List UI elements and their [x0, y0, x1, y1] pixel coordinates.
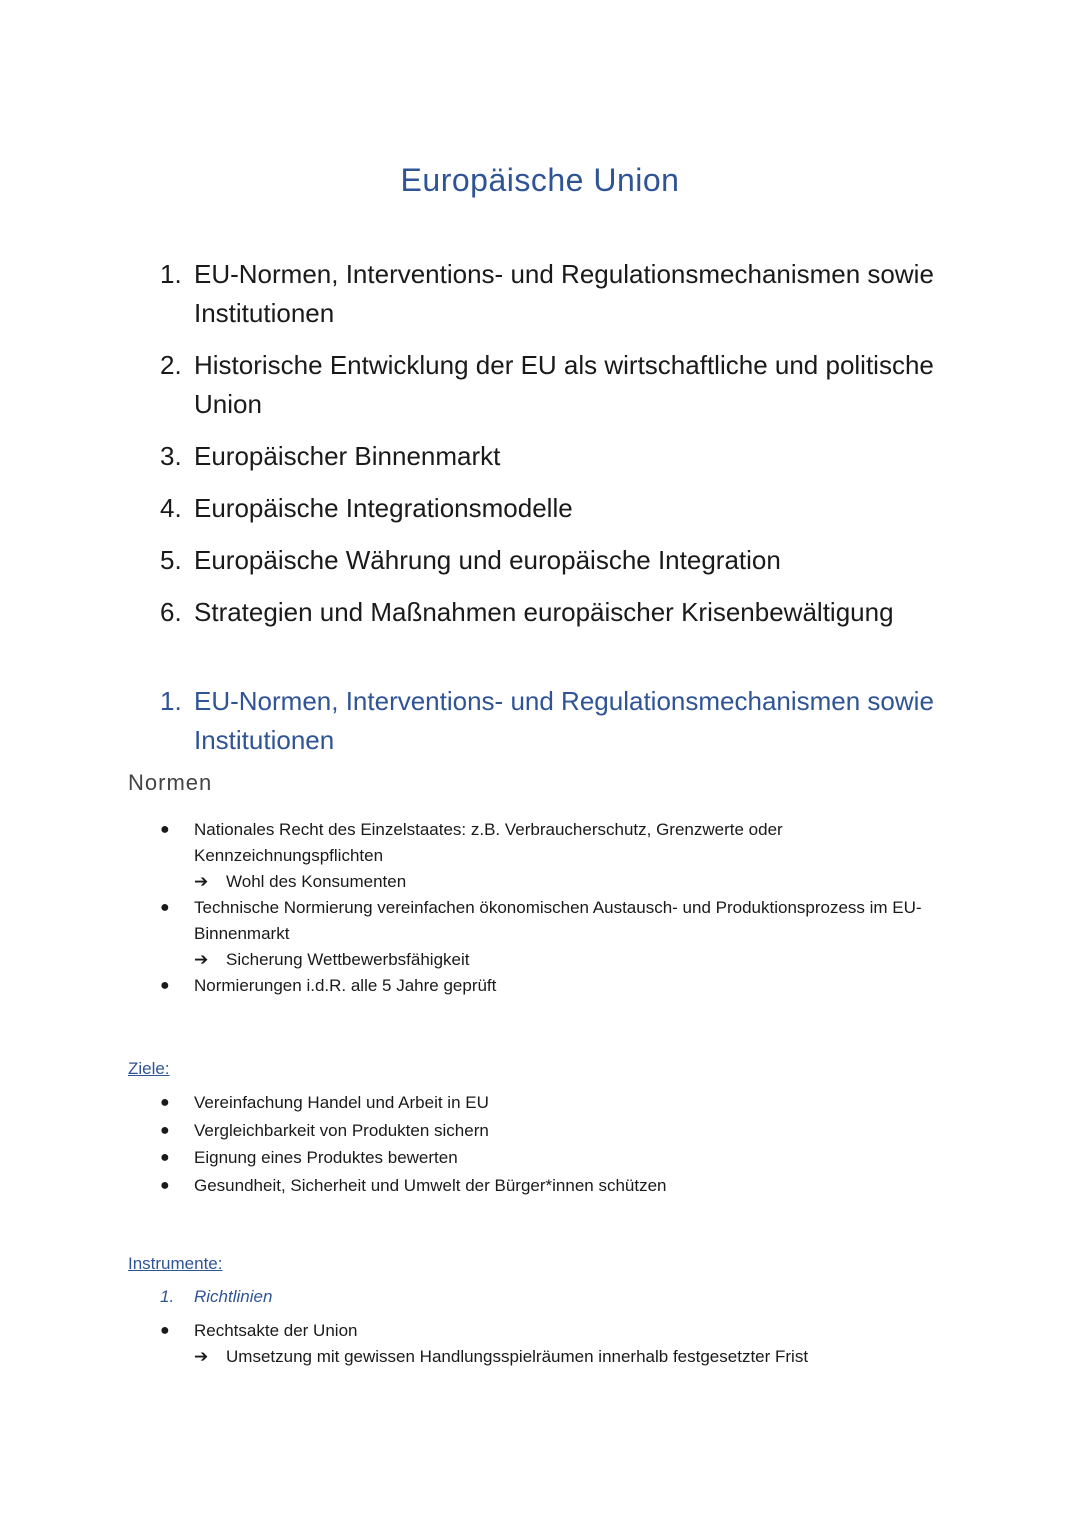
ziele-label: Ziele:	[128, 1059, 170, 1078]
instrumente-label: Instrumente:	[128, 1254, 223, 1273]
list-item-text: Rechtsakte der Union	[194, 1321, 358, 1340]
arrow-text: Sicherung Wettbewerbsfähigkeit	[226, 950, 470, 969]
list-item	[160, 1172, 960, 1200]
norms-list	[160, 817, 960, 999]
toc-item	[160, 593, 960, 632]
instrumente-list	[160, 1318, 960, 1370]
toc-number: 6.	[160, 597, 182, 627]
toc-number: 3.	[160, 441, 182, 471]
list-item	[160, 1117, 960, 1145]
list-item-text: Vereinfachung Handel und Arbeit in EU	[194, 1093, 489, 1112]
toc-item	[160, 346, 960, 424]
bullet-dot-icon: ●	[160, 1121, 170, 1139]
list-item	[160, 817, 960, 895]
list-item-text: Normierungen i.d.R. alle 5 Jahre geprüft	[194, 976, 497, 995]
instrumente-number: 1.	[160, 1287, 175, 1306]
arrow-right-icon: ➔	[194, 872, 209, 891]
subheading-normen: Normen	[128, 770, 213, 795]
toc-text: Europäische Integrationsmodelle	[194, 493, 573, 523]
toc-text: Europäische Währung und europäische Integration	[194, 545, 781, 575]
toc-number: 4.	[160, 493, 182, 523]
list-item-text: Eignung eines Produktes bewerten	[194, 1148, 458, 1167]
list-item-text: Technische Normierung vereinfachen ökonomischen Austausch- und Produktionsprozess im EU-Binnenmarkt	[194, 898, 922, 943]
toc-number: 1.	[160, 259, 182, 289]
list-item-text: Gesundheit, Sicherheit und Umwelt der Bürger*innen schützen	[194, 1175, 667, 1195]
toc-item	[160, 437, 960, 476]
section-heading	[160, 682, 960, 760]
toc-number: 2.	[160, 350, 182, 380]
arrow-text: Wohl des Konsumenten	[226, 872, 407, 891]
arrow-text: Umsetzung mit gewissen Handlungsspielräumen innerhalb festgesetzter Frist	[226, 1347, 809, 1366]
list-item	[160, 1089, 960, 1117]
bullet-dot-icon: ●	[160, 1176, 170, 1194]
section-number: 1.	[160, 686, 182, 716]
toc-text: Strategien und Maßnahmen europäischer Krisenbewältigung	[194, 597, 894, 627]
list-item-text: Vergleichbarkeit von Produkten sichern	[194, 1120, 489, 1140]
arrow-right-icon: ➔	[194, 1347, 209, 1366]
page-title: Europäische Union	[400, 162, 680, 198]
toc-item	[160, 489, 960, 528]
list-item	[160, 895, 960, 973]
bullet-dot-icon: ●	[160, 1322, 170, 1339]
ziele-list	[160, 1089, 960, 1199]
table-of-contents	[160, 255, 960, 645]
toc-text: Historische Entwicklung der EU als wirtschaftliche und politische Union	[194, 350, 934, 419]
instrumente-subtitle: Richtlinien	[194, 1287, 273, 1306]
list-item	[160, 1318, 960, 1370]
toc-text: Europäischer Binnenmarkt	[194, 441, 501, 471]
section-title: EU-Normen, Interventions- und Regulationsmechanismen sowie Institutionen	[194, 686, 934, 755]
list-item-text: Nationales Recht des Einzelstaates: z.B. Verbraucherschutz, Grenzwerte oder Kennzeichnungspflichten	[194, 820, 783, 865]
arrow-right-icon: ➔	[194, 950, 209, 969]
toc-text: EU-Normen, Interventions- und Regulationsmechanismen sowie Institutionen	[194, 259, 934, 328]
bullet-dot-icon: ●	[160, 977, 170, 994]
toc-number: 5.	[160, 545, 182, 575]
list-item	[160, 973, 960, 999]
bullet-dot-icon: ●	[160, 1094, 170, 1111]
toc-item	[160, 255, 960, 333]
bullet-dot-icon: ●	[160, 821, 170, 838]
list-item	[160, 1144, 960, 1172]
instrumente-subheading	[160, 1287, 272, 1307]
bullet-dot-icon: ●	[160, 899, 170, 916]
toc-item	[160, 541, 960, 580]
bullet-dot-icon: ●	[160, 1149, 170, 1166]
